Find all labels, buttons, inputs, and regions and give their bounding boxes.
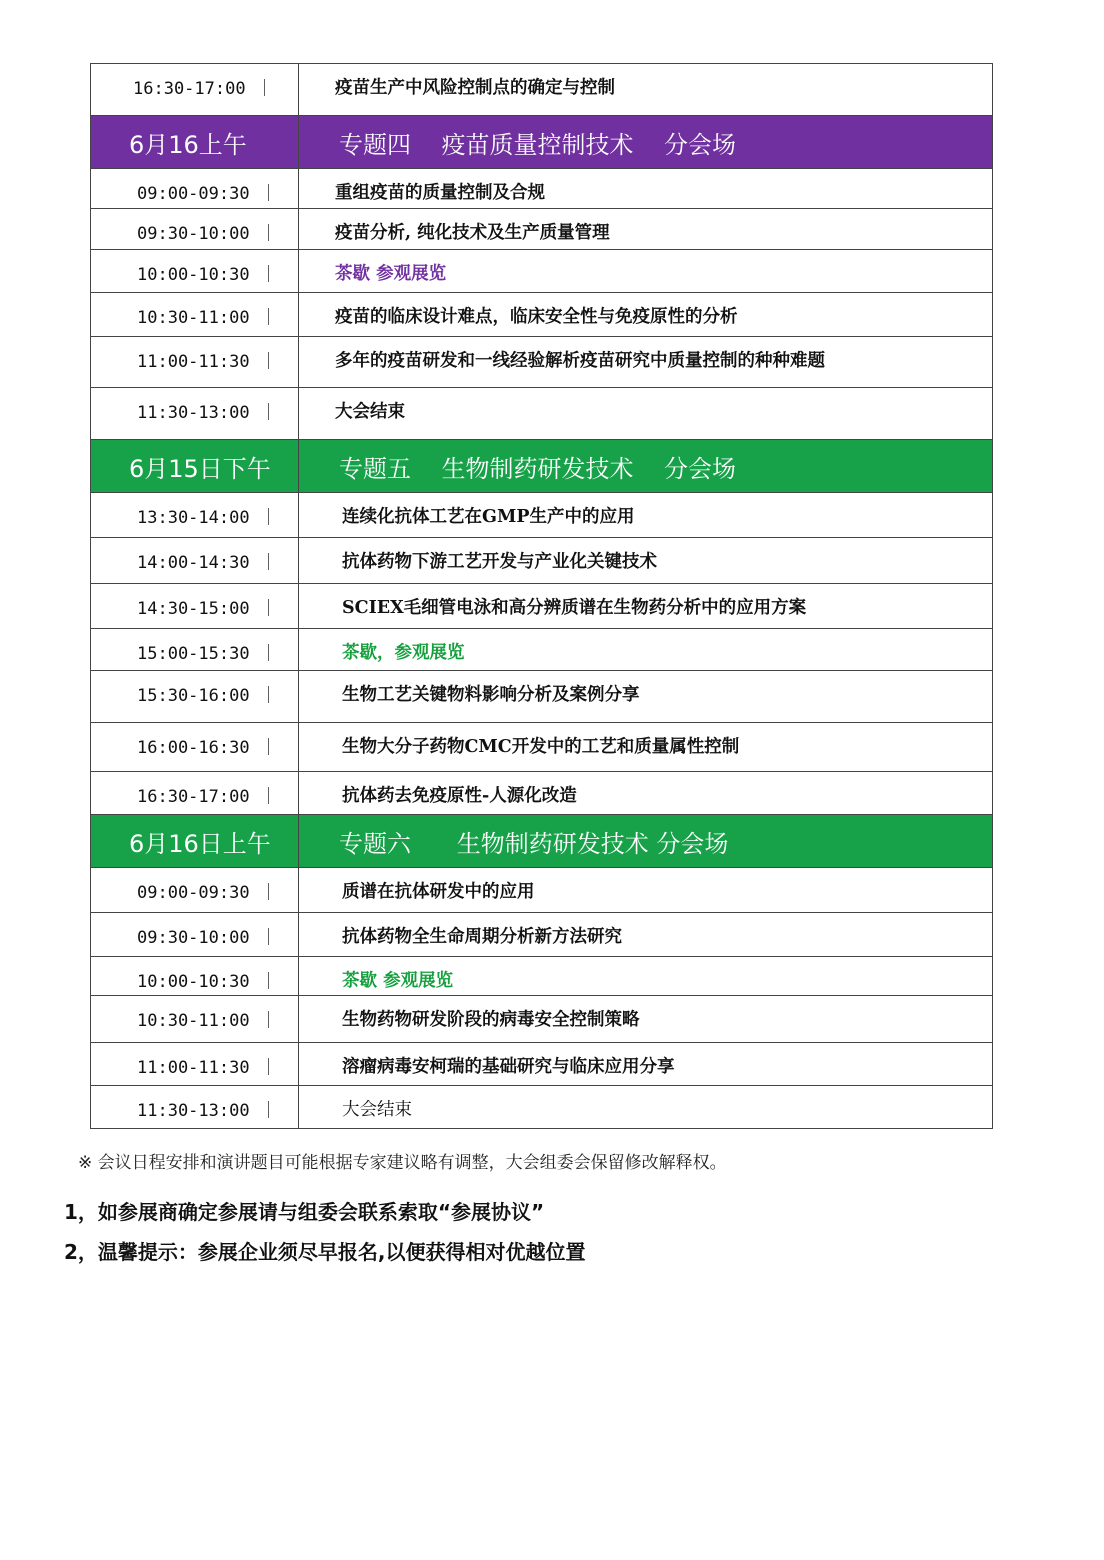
schedule-row <box>91 584 993 629</box>
time-slot: 09:00-09:30 ｜ <box>91 169 299 209</box>
talk-topic: 质谱在抗体研发中的应用 <box>299 868 993 913</box>
time-slot: 15:00-15:30 ｜ <box>91 629 299 671</box>
talk-topic: 多年的疫苗研发和一线经验解析疫苗研究中质量控制的种种难题 <box>299 337 993 388</box>
schedule-row <box>91 388 993 440</box>
session-header-row <box>91 116 993 169</box>
schedule-row <box>91 209 993 250</box>
schedule-row <box>91 64 993 116</box>
session-header-row <box>91 815 993 868</box>
talk-topic: 生物大分子药物CMC开发中的工艺和质量属性控制 <box>299 723 993 772</box>
time-slot: 11:30-13:00 ｜ <box>91 388 299 440</box>
talk-topic: 疫苗的临床设计难点，临床安全性与免疫原性的分析 <box>299 293 993 337</box>
schedule-table <box>90 63 993 1129</box>
time-slot: 13:30-14:00 ｜ <box>91 493 299 538</box>
talk-topic: 生物药物研发阶段的病毒安全控制策略 <box>299 996 993 1043</box>
time-slot: 09:30-10:00 ｜ <box>91 913 299 957</box>
talk-topic: 疫苗生产中风险控制点的确定与控制 <box>299 64 993 116</box>
time-slot: 14:30-15:00 ｜ <box>91 584 299 629</box>
schedule-row <box>91 1043 993 1086</box>
schedule-row <box>91 293 993 337</box>
schedule-row <box>91 772 993 815</box>
talk-topic: 连续化抗体工艺在GMP生产中的应用 <box>299 493 993 538</box>
exhibitor-tip: 1，如参展商确定参展请与组委会联系索取“参展协议” <box>64 1200 545 1224</box>
time-slot: 15:30-16:00 ｜ <box>91 671 299 723</box>
talk-topic: 大会结束 <box>299 388 993 440</box>
session-header-row <box>91 440 993 493</box>
session-date: 6月16日上午 <box>91 815 299 868</box>
talk-topic: 抗体药物全生命周期分析新方法研究 <box>299 913 993 957</box>
time-slot: 11:30-13:00 ｜ <box>91 1086 299 1129</box>
talk-topic: 溶瘤病毒安柯瑞的基础研究与临床应用分享 <box>299 1043 993 1086</box>
time-slot: 14:00-14:30 ｜ <box>91 538 299 584</box>
time-slot: 16:30-17:00 ｜ <box>91 772 299 815</box>
schedule-row <box>91 957 993 996</box>
session-date: 6月16上午 <box>91 116 299 169</box>
talk-topic: 生物工艺关键物料影响分析及案例分享 <box>299 671 993 723</box>
schedule-row <box>91 337 993 388</box>
session-title: 专题四 疫苗质量控制技术 分会场 <box>299 116 993 169</box>
schedule-row <box>91 538 993 584</box>
session-date: 6月15日下午 <box>91 440 299 493</box>
time-slot: 09:00-09:30 ｜ <box>91 868 299 913</box>
schedule-row <box>91 250 993 293</box>
time-slot: 10:00-10:30 ｜ <box>91 957 299 996</box>
talk-topic: 抗体药物下游工艺开发与产业化关键技术 <box>299 538 993 584</box>
schedule-row <box>91 723 993 772</box>
talk-topic: 重组疫苗的质量控制及合规 <box>299 169 993 209</box>
talk-topic: 茶歇，参观展览 <box>299 629 993 671</box>
session-title: 专题五 生物制药研发技术 分会场 <box>299 440 993 493</box>
time-slot: 10:30-11:00 ｜ <box>91 293 299 337</box>
time-slot: 16:30-17:00 ｜ <box>91 64 299 116</box>
talk-topic: 茶歇 参观展览 <box>299 250 993 293</box>
registration-tip: 2，温馨提示：参展企业须尽早报名,以便获得相对优越位置 <box>64 1240 586 1264</box>
schedule-disclaimer: ※ 会议日程安排和演讲题目可能根据专家建议略有调整，大会组委会保留修改解释权。 <box>78 1153 727 1173</box>
schedule-row <box>91 629 993 671</box>
time-slot: 10:30-11:00 ｜ <box>91 996 299 1043</box>
schedule-row <box>91 996 993 1043</box>
time-slot: 11:00-11:30 ｜ <box>91 337 299 388</box>
time-slot: 16:00-16:30 ｜ <box>91 723 299 772</box>
talk-topic: 茶歇 参观展览 <box>299 957 993 996</box>
talk-topic: 抗体药去免疫原性-人源化改造 <box>299 772 993 815</box>
time-slot: 09:30-10:00 ｜ <box>91 209 299 250</box>
schedule-row <box>91 169 993 209</box>
schedule-row <box>91 493 993 538</box>
session-title: 专题六 生物制药研发技术 分会场 <box>299 815 993 868</box>
time-slot: 11:00-11:30 ｜ <box>91 1043 299 1086</box>
schedule-row <box>91 868 993 913</box>
time-slot: 10:00-10:30 ｜ <box>91 250 299 293</box>
talk-topic: 大会结束 <box>299 1086 993 1129</box>
schedule-row <box>91 913 993 957</box>
schedule-row <box>91 671 993 723</box>
talk-topic: 疫苗分析, 纯化技术及生产质量管理 <box>299 209 993 250</box>
talk-topic: SCIEX毛细管电泳和高分辨质谱在生物药分析中的应用方案 <box>299 584 993 629</box>
schedule-row <box>91 1086 993 1129</box>
